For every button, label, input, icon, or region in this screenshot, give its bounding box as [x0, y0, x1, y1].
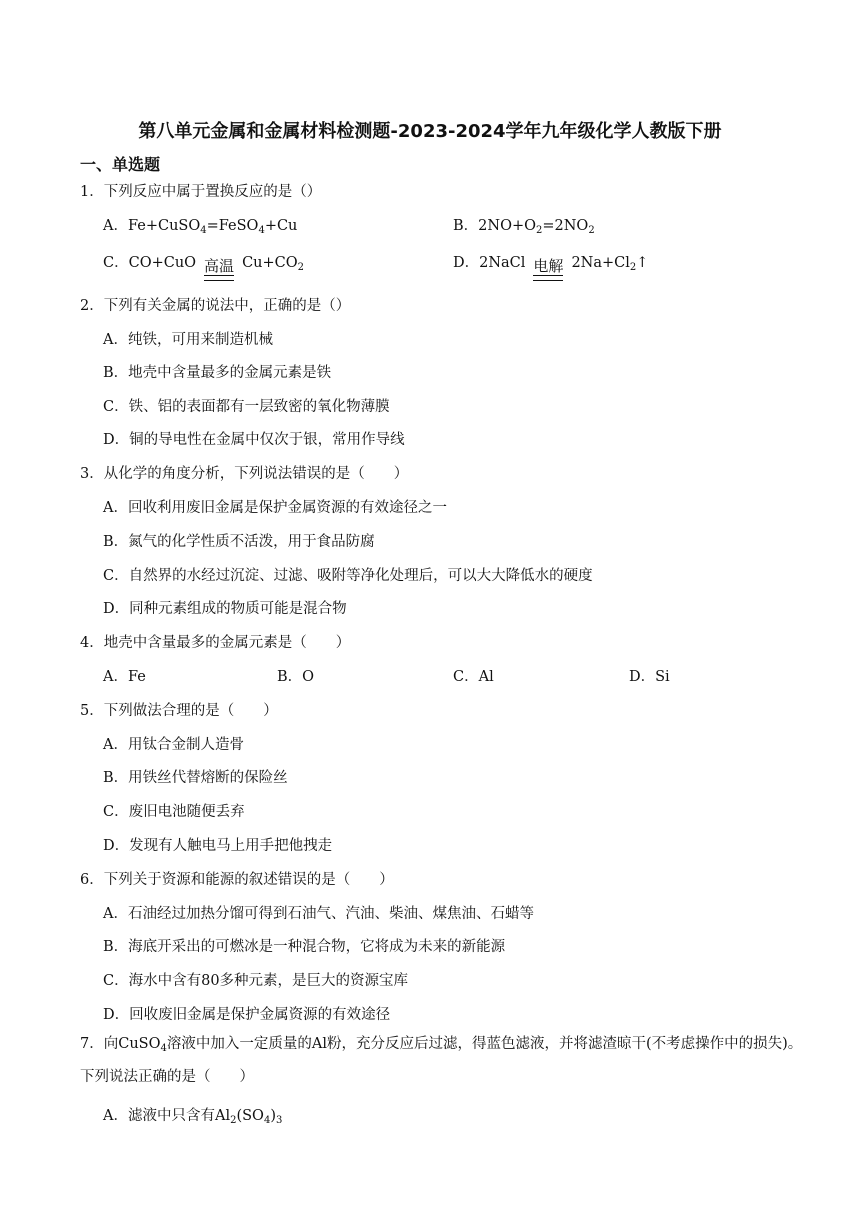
- question-6-option-a: A．石油经过加热分馏可得到石油气、汽油、柴油、煤焦油、石蜡等: [103, 906, 534, 922]
- question-2-stem: 2．下列有关金属的说法中，正确的是（）: [80, 298, 351, 314]
- question-3-option-b: B．氮气的化学性质不活泼，用于食品防腐: [103, 534, 375, 550]
- section-heading: 一、单选题: [80, 155, 161, 174]
- question-5-option-b: B．用铁丝代替熔断的保险丝: [103, 770, 288, 786]
- question-7-option-a: A．滤液中只含有$Al_2(SO_4)_3$: [103, 1108, 283, 1126]
- question-6-stem: 6．下列关于资源和能源的叙述错误的是（ ）: [80, 872, 394, 888]
- question-4-option-c: C．Al: [453, 669, 494, 685]
- question-3-stem: 3．从化学的角度分析，下列说法错误的是（ ）: [80, 466, 409, 482]
- question-5-option-d: D．发现有人触电马上用手把他拽走: [103, 838, 333, 854]
- question-1-stem: 1．下列反应中属于置换反应的是（）: [80, 184, 322, 200]
- question-6-option-b: B．海底开采出的可燃冰是一种混合物，它将成为未来的新能源: [103, 939, 506, 955]
- question-5-option-c: C．废旧电池随便丢弃: [103, 804, 245, 820]
- question-5-option-a: A．用钛合金制人造骨: [103, 737, 244, 753]
- question-7-stem: 7．向CuSO$_4$溶液中加入一定质量的Al粉，充分反应后过滤，得蓝色滤液，并将滤渣晾干(不考虑操作中的损失)。下列说法正确的是（ ）: [80, 1036, 803, 1085]
- question-4-option-d: D．Si: [629, 669, 670, 685]
- question-4-stem: 4．地壳中含量最多的金属元素是（ ）: [80, 635, 351, 651]
- question-1-option-d: D．2NaCl 电解 $2Na+Cl_2↑$: [453, 251, 648, 281]
- document-title: 第八单元金属和金属材料检测题-2023-2024学年九年级化学人教版下册: [138, 121, 722, 142]
- question-2-option-d: D．铜的导电性在金属中仅次于银，常用作导线: [103, 432, 405, 448]
- question-1-option-a: A．Fe+CuSO$_4$=FeSO$_4$+Cu: [103, 218, 298, 236]
- reaction-condition-high-temp: 高温: [204, 258, 234, 281]
- question-4-option-a: A．Fe: [103, 669, 146, 685]
- question-3-option-c: C．自然界的水经过沉淀、过滤、吸附等净化处理后，可以大大降低水的硬度: [103, 568, 593, 584]
- question-4-option-b: B．O: [277, 669, 315, 685]
- question-2-option-c: C．铁、铝的表面都有一层致密的氧化物薄膜: [103, 399, 390, 415]
- question-5-stem: 5．下列做法合理的是（ ）: [80, 703, 278, 719]
- question-2-option-b: B．地壳中含量最多的金属元素是铁: [103, 365, 332, 381]
- question-1-option-c: C．CO+CuO 高温 $Cu+CO_2$: [103, 251, 304, 281]
- question-1-option-b: B．$2NO+O_2=2NO_2$: [453, 218, 595, 236]
- question-6-option-c: C．海水中含有80多种元素，是巨大的资源宝库: [103, 973, 409, 989]
- question-3-option-d: D．同种元素组成的物质可能是混合物: [103, 601, 347, 617]
- reaction-condition-electrolysis: 电解: [533, 258, 563, 281]
- question-6-option-d: D．回收废旧金属是保护金属资源的有效途径: [103, 1007, 391, 1023]
- question-3-option-a: A．回收利用废旧金属是保护金属资源的有效途径之一: [103, 500, 447, 516]
- question-2-option-a: A．纯铁，可用来制造机械: [103, 332, 273, 348]
